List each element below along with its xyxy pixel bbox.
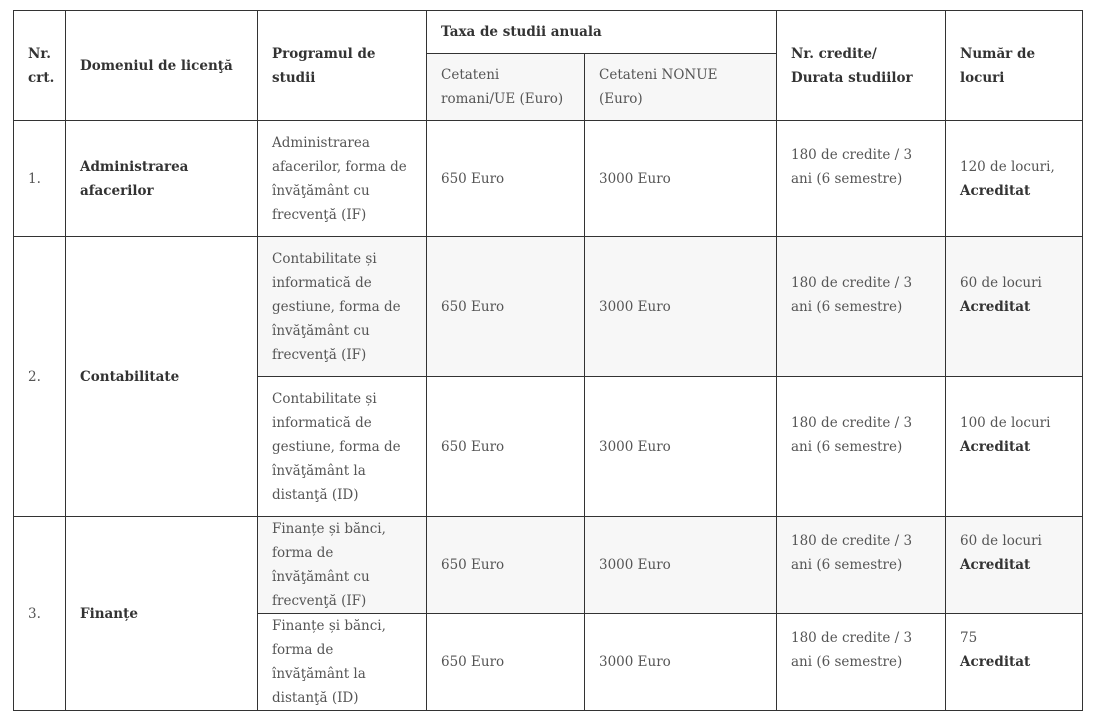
- row-fee-non-eu: 3000 Euro: [585, 121, 777, 237]
- row-program: Finanțe și bănci, forma de învăţământ la distanţă (ID): [258, 614, 427, 711]
- row-nr: 3.: [14, 517, 66, 711]
- row-program: Finanțe și bănci, forma de învăţământ cu frecvenţă (IF): [258, 517, 427, 614]
- row-domain: Finanțe: [66, 517, 258, 711]
- row-credits-text: 180 de credite / 3 ani (6 semestre): [791, 274, 913, 315]
- row-program: Administrarea afacerilor, forma de învăţământ cu frecvenţă (IF): [258, 121, 427, 237]
- header-fee-non-eu: Cetateni NONUE (Euro): [585, 54, 777, 121]
- header-places: Număr de locuri: [946, 11, 1083, 121]
- row-places: [946, 377, 1083, 517]
- row-places-count: 75: [960, 630, 978, 646]
- table-row: [14, 517, 1083, 614]
- row-status: Acreditat: [960, 182, 1031, 199]
- header-credits: Nr. credite/ Durata studiilor: [777, 11, 946, 121]
- header-program: Programul de studii: [258, 11, 427, 121]
- header-domain: Domeniul de licenţă: [66, 11, 258, 121]
- row-domain: Administrarea afacerilor: [66, 121, 258, 237]
- row-credits: [777, 121, 946, 237]
- row-status: Acreditat: [960, 298, 1031, 315]
- row-credits: [777, 614, 946, 711]
- tuition-table-container: [13, 10, 1083, 711]
- row-places: [946, 517, 1083, 614]
- row-credits-text: 180 de credite / 3 ani (6 semestre): [791, 146, 913, 187]
- header-row: [14, 11, 1083, 54]
- row-status: Acreditat: [960, 438, 1031, 455]
- row-places: [946, 614, 1083, 711]
- row-places: [946, 237, 1083, 377]
- row-credits: [777, 377, 946, 517]
- row-credits: [777, 237, 946, 377]
- row-credits-text: 180 de credite / 3 ani (6 semestre): [791, 630, 913, 670]
- row-fee-eu: 650 Euro: [427, 121, 585, 237]
- row-fee-eu: 650 Euro: [427, 614, 585, 711]
- row-nr: 1.: [14, 121, 66, 237]
- row-status: Acreditat: [960, 654, 1031, 670]
- tuition-table: [13, 10, 1083, 711]
- row-fee-eu: 650 Euro: [427, 237, 585, 377]
- row-places-count: 100 de locuri: [960, 414, 1051, 431]
- row-status: Acreditat: [960, 557, 1031, 573]
- row-fee-non-eu: 3000 Euro: [585, 237, 777, 377]
- header-fee-group: Taxa de studii anuala: [427, 11, 777, 54]
- row-fee-eu: 650 Euro: [427, 377, 585, 517]
- row-program: Contabilitate și informatică de gestiune, forma de învăţământ cu frecvenţă (IF): [258, 237, 427, 377]
- row-fee-non-eu: 3000 Euro: [585, 377, 777, 517]
- row-fee-non-eu: 3000 Euro: [585, 517, 777, 614]
- row-credits: [777, 517, 946, 614]
- row-nr: 2.: [14, 237, 66, 517]
- row-credits-text: 180 de credite / 3 ani (6 semestre): [791, 533, 913, 573]
- row-program: Contabilitate și informatică de gestiune, forma de învăţământ la distanţă (ID): [258, 377, 427, 517]
- table-row: [14, 121, 1083, 237]
- row-fee-non-eu: 3000 Euro: [585, 614, 777, 711]
- row-domain: Contabilitate: [66, 237, 258, 517]
- header-nr: Nr. crt.: [14, 11, 66, 121]
- row-places-count: 120 de locuri,: [960, 158, 1055, 175]
- row-places-count: 60 de locuri: [960, 274, 1042, 291]
- table-row: [14, 237, 1083, 377]
- row-fee-eu: 650 Euro: [427, 517, 585, 614]
- row-places: [946, 121, 1083, 237]
- row-credits-text: 180 de credite / 3 ani (6 semestre): [791, 414, 913, 455]
- header-fee-eu: Cetateni romani/UE (Euro): [427, 54, 585, 121]
- row-places-count: 60 de locuri: [960, 533, 1042, 549]
